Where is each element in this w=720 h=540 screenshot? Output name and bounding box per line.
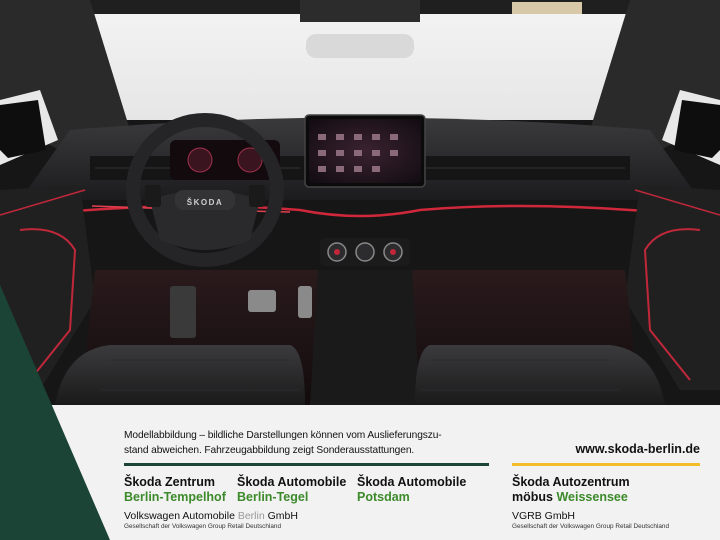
disclaimer-text	[124, 428, 474, 458]
company-name-left	[124, 510, 298, 522]
company-subline-left: Gesellschaft der Volkswagen Group Retail Deutschland	[124, 523, 282, 530]
website-link[interactable]: www.skoda-berlin.de	[575, 442, 700, 456]
yellow-divider	[512, 463, 700, 466]
dealer-location: Potsdam	[357, 490, 410, 504]
company-part-2: Berlin	[237, 510, 265, 522]
company-part-1: Volkswagen Automobile	[124, 510, 235, 522]
company-subline-right: Gesellschaft der Volkswagen Group Retail Deutschland	[512, 523, 670, 530]
dealer-location-prefix: möbus	[512, 490, 553, 504]
dealer-name: Škoda Autozentrum	[512, 475, 630, 489]
dealer-location: Berlin-Tegel	[237, 490, 309, 504]
disclaimer-line-1: Modellabbildung – bildliche Darstellungen können vom Auslieferungszu-	[124, 430, 442, 441]
company-part-3: GmbH	[267, 510, 298, 522]
dealer-location: Berlin-Tempelhof	[124, 490, 226, 504]
steering-logo: ŠKODA	[186, 198, 224, 207]
dealer-name: Škoda Zentrum	[124, 475, 215, 489]
dealer-name: Škoda Automobile	[237, 475, 347, 489]
dealer-name: Škoda Automobile	[357, 475, 467, 489]
dealer-footer	[0, 405, 720, 540]
disclaimer-line-2: stand abweichen. Fahrzeugabbildung zeigt Sonderausstattungen.	[124, 445, 415, 456]
green-divider	[124, 463, 489, 466]
dealer-location: Weissensee	[556, 490, 628, 504]
dealer-tempelhof	[124, 475, 226, 505]
dealer-potsdam	[357, 475, 466, 505]
dealer-weissensee	[512, 475, 630, 505]
dealer-tegel	[237, 475, 346, 505]
company-name-right: VGRB GmbH	[512, 510, 576, 522]
